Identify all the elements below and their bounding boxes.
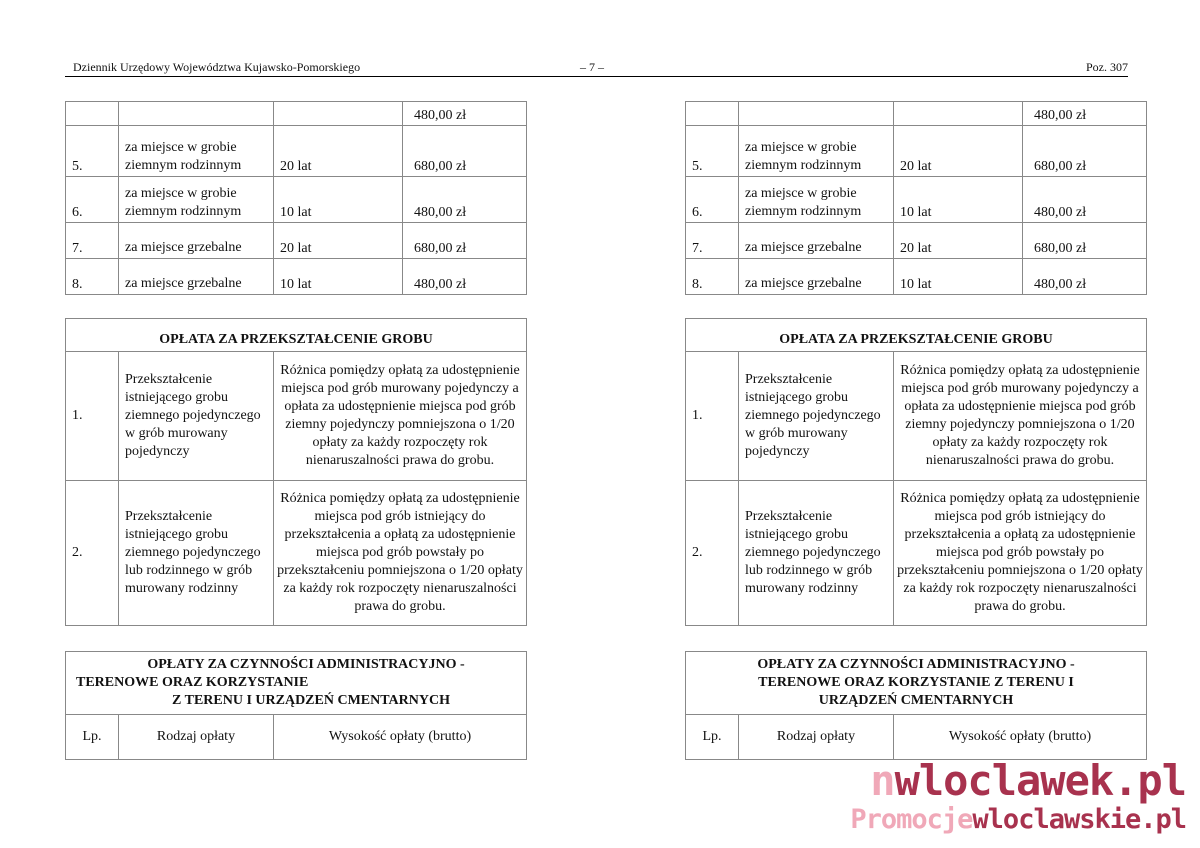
watermark-prefix: Promocje bbox=[850, 804, 973, 835]
price: 680,00 zł bbox=[403, 126, 527, 177]
conversion-name: Przekształcenie istniejącego grobu ziemnego pojedynczego lub rodzinnego w grób murowany rodzinny bbox=[739, 481, 894, 626]
table-row bbox=[686, 223, 1147, 259]
admin-title-line: TERENOWE ORAZ KORZYSTANIE Z TERENU I bbox=[758, 675, 1074, 690]
term: 20 lat bbox=[274, 126, 403, 177]
term: 10 lat bbox=[274, 259, 403, 295]
page-header bbox=[65, 56, 1128, 77]
row-number: 8. bbox=[686, 259, 739, 295]
price: 480,00 zł bbox=[403, 102, 527, 126]
fee-type: za miejsce grzebalne bbox=[739, 259, 894, 295]
term: 10 lat bbox=[894, 259, 1023, 295]
conversion-fee: Różnica pomiędzy opłatą za udostępnienie miejsca pod grób istniejący do przekształcenia a opłatą za udostępnienie miejsca pod grób powstały po przekształceniu pomniejszona o 1/20 opłaty za każdy rok rozpoczęty nienaruszalności prawa do grobu. bbox=[274, 481, 527, 626]
watermark-main: wloclawek.pl bbox=[894, 756, 1186, 805]
table-row bbox=[686, 102, 1147, 126]
row-number: 2. bbox=[66, 481, 119, 626]
fee-type: za miejsce grzebalne bbox=[119, 223, 274, 259]
conversion-fee: Różnica pomiędzy opłatą za udostępnienie miejsca pod grób murowany pojedynczy a opłata za udostępnienie miejsca pod grób ziemny pojedynczy pomniejszona o 1/20 opłaty za każdy rozpoczęty rok nienaruszalności prawa do grobu. bbox=[274, 352, 527, 481]
admin-title-line: OPŁATY ZA CZYNNOŚCI ADMINISTRACYJNO - bbox=[147, 657, 465, 672]
term: 10 lat bbox=[894, 177, 1023, 223]
column-header-amount: Wysokość opłaty (brutto) bbox=[274, 715, 527, 760]
admin-title-line: TERENOWE ORAZ KORZYSTANIE bbox=[76, 675, 309, 690]
price: 680,00 zł bbox=[1023, 126, 1147, 177]
price: 480,00 zł bbox=[403, 177, 527, 223]
admin-table-right bbox=[685, 651, 1147, 760]
conversion-table-right bbox=[685, 318, 1147, 626]
fee-type: za miejsce w grobie ziemnym rodzinnym bbox=[119, 177, 274, 223]
table-row bbox=[686, 126, 1147, 177]
position-number: Poz. 307 bbox=[1086, 60, 1128, 74]
price-table-right bbox=[685, 101, 1147, 295]
table-header-row bbox=[66, 652, 527, 715]
admin-title bbox=[66, 652, 527, 715]
conversion-name: Przekształcenie istniejącego grobu ziemnego pojedynczego lub rodzinnego w grób murowany rodzinny bbox=[119, 481, 274, 626]
row-number: 5. bbox=[686, 126, 739, 177]
row-number: 1. bbox=[686, 352, 739, 481]
table-row bbox=[66, 177, 527, 223]
page-number: – 7 – bbox=[580, 60, 604, 74]
term: 20 lat bbox=[894, 126, 1023, 177]
price-table-left bbox=[65, 101, 527, 295]
table-row bbox=[66, 126, 527, 177]
term bbox=[894, 102, 1023, 126]
table-header-row bbox=[66, 319, 527, 352]
conversion-table-left bbox=[65, 318, 527, 626]
admin-title-line: OPŁATY ZA CZYNNOŚCI ADMINISTRACYJNO - bbox=[757, 657, 1075, 672]
price: 680,00 zł bbox=[403, 223, 527, 259]
row-number: 2. bbox=[686, 481, 739, 626]
table-header-row bbox=[686, 319, 1147, 352]
fee-type: za miejsce w grobie ziemnym rodzinnym bbox=[739, 126, 894, 177]
table-column-headers bbox=[66, 715, 527, 760]
column-header-amount: Wysokość opłaty (brutto) bbox=[894, 715, 1147, 760]
column-header-no: Lp. bbox=[686, 715, 739, 760]
row-number: 6. bbox=[686, 177, 739, 223]
journal-title: Dziennik Urzędowy Województwa Kujawsko-Pomorskiego bbox=[73, 60, 361, 74]
table-row bbox=[686, 177, 1147, 223]
row-number: 6. bbox=[66, 177, 119, 223]
table-row bbox=[66, 102, 527, 126]
watermark-logo-line2 bbox=[850, 804, 1186, 835]
fee-type bbox=[119, 102, 274, 126]
price: 480,00 zł bbox=[403, 259, 527, 295]
term: 10 lat bbox=[274, 177, 403, 223]
column-header-type: Rodzaj opłaty bbox=[739, 715, 894, 760]
term bbox=[274, 102, 403, 126]
fee-type: za miejsce w grobie ziemnym rodzinnym bbox=[739, 177, 894, 223]
conversion-title: OPŁATA ZA PRZEKSZTAŁCENIE GROBU bbox=[686, 319, 1147, 352]
conversion-name: Przekształcenie istniejącego grobu ziemnego pojedynczego w grób murowany pojedynczy bbox=[739, 352, 894, 481]
watermark-logo-line1 bbox=[870, 756, 1186, 805]
conversion-fee: Różnica pomiędzy opłatą za udostępnienie miejsca pod grób istniejący do przekształcenia a opłatą za udostępnienie miejsca pod grób powstały po przekształceniu pomniejszona o 1/20 opłaty za każdy rok rozpoczęty nienaruszalności prawa do grobu. bbox=[894, 481, 1147, 626]
fee-type: za miejsce grzebalne bbox=[119, 259, 274, 295]
column-header-no: Lp. bbox=[66, 715, 119, 760]
conversion-title: OPŁATA ZA PRZEKSZTAŁCENIE GROBU bbox=[66, 319, 527, 352]
table-row bbox=[686, 259, 1147, 295]
row-number bbox=[686, 102, 739, 126]
table-row bbox=[66, 481, 527, 626]
table-header-row bbox=[686, 652, 1147, 715]
fee-type: za miejsce w grobie ziemnym rodzinnym bbox=[119, 126, 274, 177]
admin-title bbox=[686, 652, 1147, 715]
table-row bbox=[686, 352, 1147, 481]
price: 480,00 zł bbox=[1023, 102, 1147, 126]
table-row bbox=[66, 259, 527, 295]
row-number: 7. bbox=[686, 223, 739, 259]
table-column-headers bbox=[686, 715, 1147, 760]
fee-type: za miejsce grzebalne bbox=[739, 223, 894, 259]
admin-title-line: URZĄDZEŃ CMENTARNYCH bbox=[818, 693, 1014, 708]
price: 480,00 zł bbox=[1023, 177, 1147, 223]
watermark-main: wloclawskie.pl bbox=[972, 804, 1186, 835]
table-row bbox=[66, 223, 527, 259]
watermark-prefix: n bbox=[870, 756, 895, 805]
term: 20 lat bbox=[274, 223, 403, 259]
admin-title-line: Z TERENU I URZĄDZEŃ CMENTARNYCH bbox=[172, 693, 450, 708]
row-number: 7. bbox=[66, 223, 119, 259]
conversion-name: Przekształcenie istniejącego grobu ziemnego pojedynczego w grób murowany pojedynczy bbox=[119, 352, 274, 481]
fee-type bbox=[739, 102, 894, 126]
row-number: 1. bbox=[66, 352, 119, 481]
price: 680,00 zł bbox=[1023, 223, 1147, 259]
price: 480,00 zł bbox=[1023, 259, 1147, 295]
column-header-type: Rodzaj opłaty bbox=[119, 715, 274, 760]
conversion-fee: Różnica pomiędzy opłatą za udostępnienie miejsca pod grób murowany pojedynczy a opłata za udostępnienie miejsca pod grób ziemny pojedynczy pomniejszona o 1/20 opłaty za każdy rozpoczęty rok nienaruszalności prawa do grobu. bbox=[894, 352, 1147, 481]
row-number bbox=[66, 102, 119, 126]
row-number: 8. bbox=[66, 259, 119, 295]
table-row bbox=[686, 481, 1147, 626]
table-row bbox=[66, 352, 527, 481]
row-number: 5. bbox=[66, 126, 119, 177]
admin-table-left bbox=[65, 651, 527, 760]
term: 20 lat bbox=[894, 223, 1023, 259]
